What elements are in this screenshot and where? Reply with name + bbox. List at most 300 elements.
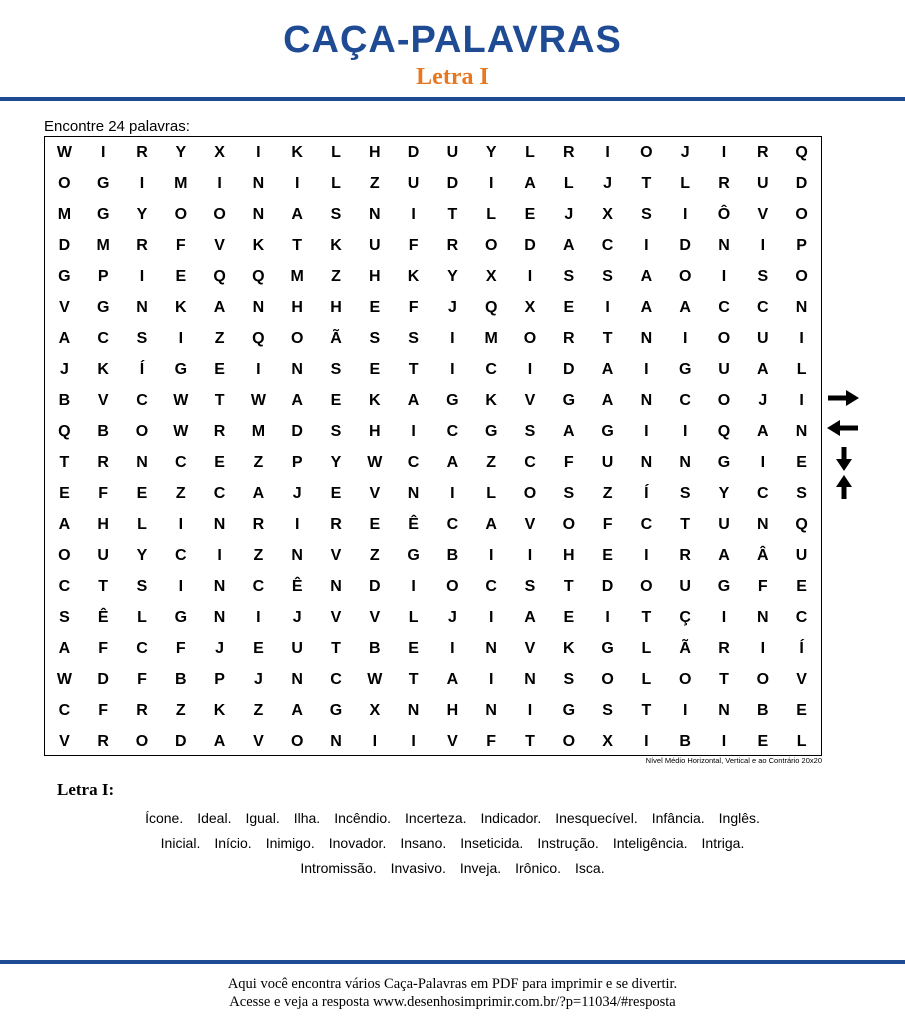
grid-cell: J — [292, 609, 302, 626]
grid-cell: G — [562, 392, 576, 409]
grid-cell: I — [178, 330, 184, 347]
grid-cell: V — [369, 609, 381, 626]
grid-cell: C — [175, 547, 187, 564]
grid-cell: V — [214, 237, 225, 254]
grid-cell: S — [59, 609, 70, 626]
grid-cell: O — [640, 144, 653, 161]
grid-cell: Z — [253, 547, 264, 564]
grid-cell: N — [291, 671, 303, 688]
grid-cell: T — [525, 733, 535, 750]
grid-cell: A — [446, 671, 459, 688]
grid-cell: G — [678, 361, 692, 378]
grid-cell: J — [253, 671, 263, 688]
grid-cell: C — [136, 640, 148, 657]
grid-cell: N — [213, 516, 226, 533]
grid-cell: E — [175, 268, 187, 285]
grid-cell: T — [447, 206, 458, 223]
grid-cell: N — [757, 609, 769, 626]
grid-cell: N — [640, 330, 653, 347]
grid-cell: Q — [795, 144, 808, 161]
footer-line-2: Acesse e veja a resposta www.desenhosimprimir.com.br/?p=11034/#resposta — [229, 994, 676, 1010]
word-list-item: Ilha. — [293, 810, 321, 826]
grid-cell: K — [97, 361, 109, 378]
grid-cell: K — [213, 702, 226, 719]
grid-cell: H — [369, 144, 381, 161]
grid-cell: O — [795, 206, 808, 223]
grid-cell: O — [601, 671, 614, 688]
grid-cell: E — [408, 640, 419, 657]
grid-cell: N — [407, 485, 420, 502]
grid-cell: Z — [486, 454, 497, 471]
grid-cell: I — [644, 547, 649, 564]
grid-cell: E — [253, 640, 264, 657]
grid-cell: C — [330, 671, 342, 688]
grid-cell: R — [136, 237, 148, 254]
grid-cell: A — [213, 733, 226, 750]
grid-cell: I — [527, 361, 533, 378]
grid-cell: I — [682, 330, 688, 347]
word-list-line — [40, 831, 865, 856]
grid-cell: P — [796, 237, 807, 254]
arrow-down-icon — [834, 446, 854, 472]
grid-cell: M — [57, 206, 72, 223]
grid-cell: M — [290, 268, 304, 285]
grid-cell: J — [603, 175, 613, 192]
word-list-item: Ideal. — [197, 810, 232, 826]
grid-cell: I — [372, 733, 378, 750]
grid-cell: Â — [757, 547, 769, 564]
grid-cell: U — [679, 578, 691, 595]
grid-cell: A — [718, 547, 730, 564]
grid-cell: E — [796, 578, 807, 595]
grid-cell: B — [97, 423, 109, 440]
grid-cell: B — [369, 640, 381, 657]
grid-cell: T — [641, 175, 652, 192]
grid-cell: I — [605, 609, 610, 626]
word-list-item: Igual. — [245, 810, 280, 826]
grid-cell: V — [524, 516, 536, 533]
grid-cell: U — [369, 237, 381, 254]
word-list-item: Inglês. — [718, 810, 760, 826]
grid-cell: I — [139, 268, 145, 285]
grid-cell: U — [718, 361, 730, 378]
grid-cell: D — [679, 237, 691, 254]
word-list — [40, 806, 865, 881]
grid-cell: D — [524, 237, 536, 254]
grid-cell: C — [524, 454, 536, 471]
grid-cell: R — [757, 144, 769, 161]
grid-cell: F — [98, 485, 109, 502]
grid-cell: C — [757, 485, 769, 502]
grid-cell: Y — [485, 144, 497, 161]
grid-cell: I — [527, 702, 533, 719]
grid-cell: Q — [717, 423, 731, 440]
grid-cell: E — [214, 361, 225, 378]
grid-cell: L — [641, 640, 652, 657]
word-list-item: Indicador. — [480, 810, 542, 826]
grid-cell: A — [407, 392, 420, 409]
grid-cell: I — [721, 733, 727, 750]
grid-cell: W — [56, 144, 72, 161]
grid-cell: N — [136, 299, 148, 316]
grid-cell: G — [96, 299, 110, 316]
grid-cell: O — [562, 516, 576, 533]
grid-cell: N — [369, 206, 381, 223]
grid-cell: S — [136, 330, 148, 347]
grid-cell: G — [96, 206, 110, 223]
level-note: Nível Médio Horizontal, Vertical e ao Contrário 20x20 — [645, 756, 822, 765]
grid-cell: R — [136, 702, 148, 719]
grid-cell: Z — [253, 454, 264, 471]
grid-cell: J — [215, 640, 225, 657]
grid-cell: V — [524, 640, 536, 657]
grid-cell: Ô — [717, 206, 731, 223]
grid-cell: C — [718, 299, 730, 316]
grid-cell: S — [524, 578, 536, 595]
grid-cell: I — [178, 516, 184, 533]
word-list-line — [40, 806, 865, 831]
word-list-item: Instrução. — [537, 835, 599, 851]
grid-cell: U — [407, 175, 420, 192]
grid-cell: A — [757, 361, 769, 378]
grid-cell: F — [98, 640, 109, 657]
grid-cell: A — [291, 392, 303, 409]
grid-cell: I — [450, 361, 455, 378]
grid-cell: N — [252, 206, 265, 223]
footer — [0, 975, 905, 1011]
grid-cell: A — [291, 206, 303, 223]
grid-cell: G — [717, 454, 731, 471]
grid-cell: I — [217, 547, 222, 564]
grid-cell: C — [795, 609, 808, 626]
grid-cell: F — [408, 237, 419, 254]
grid-cell: I — [527, 547, 533, 564]
grid-cell: O — [717, 392, 731, 409]
grid-cell: B — [446, 547, 459, 564]
grid-cell: X — [602, 733, 613, 750]
grid-cell: Y — [136, 206, 148, 223]
grid-cell: R — [718, 175, 730, 192]
grid-cell: V — [757, 206, 769, 223]
grid-cell: I — [488, 609, 494, 626]
grid-cell: C — [58, 702, 71, 719]
grid-cell: A — [446, 454, 459, 471]
word-list-item: Inovador. — [328, 835, 387, 851]
grid-cell: Z — [369, 175, 380, 192]
grid-cell: D — [601, 578, 614, 595]
footer-line-1: Aqui você encontra vários Caça-Palavras em PDF para imprimir e se divertir. — [227, 976, 678, 992]
grid-cell: Ê — [408, 516, 419, 533]
grid-cell: Z — [331, 268, 341, 285]
grid-cell: R — [718, 640, 730, 657]
grid-cell: P — [214, 671, 225, 688]
grid-cell: G — [484, 423, 498, 440]
grid-cell: E — [602, 547, 613, 564]
grid-cell: L — [137, 516, 147, 533]
grid-cell: C — [136, 392, 148, 409]
grid-cell: Y — [136, 547, 148, 564]
grid-cell: N — [136, 454, 148, 471]
word-list-line — [40, 856, 865, 881]
grid-cell: I — [760, 640, 766, 657]
grid-cell: Y — [718, 485, 730, 502]
grid-cell: C — [446, 423, 459, 440]
grid-cell: N — [252, 299, 265, 316]
grid-cell: Ã — [679, 640, 691, 657]
grid-cell: Z — [253, 702, 264, 719]
grid-cell: G — [174, 361, 188, 378]
grid-cell: V — [796, 671, 807, 688]
grid-cell: G — [562, 702, 576, 719]
grid-cell: S — [563, 485, 575, 502]
grid-cell: W — [367, 671, 383, 688]
grid-cell: D — [446, 175, 459, 192]
grid-cell: O — [446, 578, 459, 595]
header-divider — [0, 97, 905, 101]
grid-cell: A — [485, 516, 497, 533]
grid-cell: L — [331, 144, 341, 161]
word-list-item: Irônico. — [515, 860, 562, 876]
grid-cell: S — [563, 268, 575, 285]
grid-cell: Q — [484, 299, 498, 316]
grid-cell: S — [408, 330, 419, 347]
grid-cell: M — [251, 423, 266, 440]
word-list-item: Inesquecível. — [555, 810, 638, 826]
grid-cell: W — [250, 392, 266, 409]
grid-cell: D — [291, 423, 303, 440]
page-subtitle: Letra I — [416, 64, 489, 90]
grid-cell: E — [330, 485, 342, 502]
grid-cell: X — [524, 299, 536, 316]
grid-cell: H — [97, 516, 109, 533]
grid-cell: O — [640, 578, 653, 595]
grid-cell: U — [601, 454, 614, 471]
grid-cell: S — [524, 423, 536, 440]
grid-cell: F — [175, 640, 186, 657]
grid-cell: Í — [139, 361, 145, 378]
grid-cell: S — [330, 423, 342, 440]
grid-cell: I — [488, 175, 494, 192]
grid-cell: G — [446, 392, 459, 409]
grid-cell: I — [411, 423, 416, 440]
grid-cell: N — [330, 733, 342, 750]
grid-cell: O — [678, 268, 692, 285]
grid-cell: S — [602, 702, 613, 719]
grid-cell: J — [447, 609, 457, 626]
grid-cell: I — [644, 237, 649, 254]
grid-cell: Z — [602, 485, 613, 502]
grid-cell: O — [795, 268, 808, 285]
grid-cell: T — [719, 671, 729, 688]
grid-cell: U — [446, 144, 459, 161]
grid-cell: I — [488, 547, 494, 564]
grid-cell: F — [408, 299, 419, 316]
grid-cell: Ê — [291, 578, 303, 595]
grid-cell: I — [721, 268, 727, 285]
grid-cell: W — [56, 671, 72, 688]
word-list-item: Incerteza. — [405, 810, 467, 826]
grid-cell: I — [682, 423, 688, 440]
grid-cell: O — [562, 733, 576, 750]
word-list-item: Invasivo. — [390, 860, 446, 876]
grid-cell: A — [679, 299, 691, 316]
grid-cell: N — [524, 671, 536, 688]
grid-cell: T — [292, 237, 303, 254]
grid-cell: F — [175, 237, 186, 254]
grid-cell: I — [644, 733, 649, 750]
grid-cell: S — [330, 361, 342, 378]
grid-cell: L — [563, 175, 574, 192]
grid-cell: O — [135, 423, 149, 440]
grid-cell: E — [563, 299, 575, 316]
grid-cell: A — [563, 237, 575, 254]
grid-cell: I — [217, 175, 222, 192]
grid-cell: E — [369, 516, 381, 533]
grid-cell: L — [137, 609, 147, 626]
grid-cell: O — [213, 206, 226, 223]
grid-cell: N — [330, 578, 342, 595]
grid-cell: Q — [252, 268, 265, 285]
grid-cell: C — [446, 516, 459, 533]
grid-cell: G — [407, 547, 420, 564]
word-list-item: Inseticida. — [460, 835, 524, 851]
grid-cell: R — [252, 516, 265, 533]
grid-cell: T — [408, 361, 419, 378]
grid-cell: N — [795, 423, 808, 440]
grid-cell: Ç — [679, 609, 691, 626]
grid-cell: V — [253, 733, 264, 750]
grid-cell: I — [682, 702, 688, 719]
grid-cell: E — [369, 299, 381, 316]
grid-cell: V — [97, 392, 109, 409]
grid-cell: P — [97, 268, 109, 285]
grid-cell: L — [641, 671, 652, 688]
grid-cell: I — [760, 454, 766, 471]
grid-cell: E — [369, 361, 381, 378]
grid-cell: F — [757, 578, 768, 595]
grid-cell: K — [330, 237, 342, 254]
grid-cell: O — [135, 733, 149, 750]
word-list-item: Insano. — [400, 835, 447, 851]
grid-cell: K — [369, 392, 381, 409]
grid-cell: M — [484, 330, 498, 347]
grid-cell: N — [757, 516, 769, 533]
word-list-item: Incêndio. — [334, 810, 392, 826]
grid-cell: T — [641, 702, 652, 719]
grid-cell: I — [450, 485, 455, 502]
grid-cell: T — [563, 578, 574, 595]
grid-cell: N — [640, 454, 653, 471]
grid-cell: I — [760, 237, 766, 254]
grid-cell: A — [640, 299, 653, 316]
word-list-item: Inimigo. — [265, 835, 315, 851]
grid-cell: P — [291, 454, 303, 471]
grid-cell: K — [175, 299, 187, 316]
grid-cell: C — [58, 578, 71, 595]
grid-cell: D — [407, 144, 420, 161]
grid-cell: N — [407, 702, 420, 719]
grid-cell: S — [563, 671, 575, 688]
grid-cell: O — [290, 330, 304, 347]
grid-cell: C — [640, 516, 653, 533]
grid-cell: J — [292, 485, 302, 502]
grid-cell: C — [679, 392, 691, 409]
grid-cell: Z — [175, 702, 186, 719]
grid-cell: J — [447, 299, 457, 316]
grid-cell: Ê — [97, 609, 109, 626]
grid-cell: O — [756, 671, 770, 688]
grid-cell: N — [252, 175, 265, 192]
grid-cell: C — [601, 237, 614, 254]
grid-cell: R — [136, 144, 148, 161]
word-list-item: Ícone. — [145, 810, 184, 826]
grid-cell: C — [407, 454, 420, 471]
grid-cell: H — [330, 299, 342, 316]
grid-cell: A — [757, 423, 769, 440]
grid-cell: O — [58, 175, 71, 192]
grid-cell: O — [290, 733, 304, 750]
grid-cell: H — [369, 268, 381, 285]
grid-cell: S — [369, 330, 381, 347]
grid-cell: E — [136, 485, 148, 502]
word-list-item: Início. — [214, 835, 252, 851]
grid-cell: I — [527, 268, 533, 285]
grid-cell: B — [58, 392, 71, 409]
grid-cell: I — [294, 175, 300, 192]
grid-cell: A — [58, 640, 71, 657]
grid-cell: B — [175, 671, 187, 688]
grid-cell: S — [796, 485, 807, 502]
grid-cell: T — [408, 671, 419, 688]
word-list-item: Isca. — [575, 860, 605, 876]
grid-cell: G — [174, 609, 188, 626]
grid-cell: K — [291, 144, 303, 161]
word-list-item: Intriga. — [701, 835, 745, 851]
grid-cell: E — [796, 454, 807, 471]
grid-cell: J — [758, 392, 768, 409]
grid-cell: N — [291, 547, 303, 564]
word-list-item: Infância. — [651, 810, 705, 826]
grid-cell: T — [98, 578, 109, 595]
grid-cell: I — [605, 144, 610, 161]
arrow-right-icon — [826, 388, 860, 408]
grid-cell: R — [563, 330, 575, 347]
grid-cell: V — [330, 609, 342, 626]
grid-cell: L — [331, 175, 341, 192]
word-list-item: Inicial. — [160, 835, 201, 851]
grid-cell: L — [680, 175, 691, 192]
grid-cell: V — [447, 733, 458, 750]
grid-cell: I — [450, 330, 455, 347]
grid-cell: V — [369, 485, 381, 502]
grid-cell: A — [213, 299, 226, 316]
grid-cell: E — [59, 485, 70, 502]
grid-cell: A — [252, 485, 265, 502]
grid-cell: N — [718, 237, 730, 254]
grid-cell: A — [58, 516, 71, 533]
grid-cell: E — [757, 733, 769, 750]
grid-cell: Ã — [330, 330, 342, 347]
grid-cell: G — [58, 268, 71, 285]
page-title: CAÇA-PALAVRAS — [283, 19, 622, 61]
grid-cell: T — [641, 609, 652, 626]
grid-cell: Q — [58, 423, 71, 440]
grid-cell: H — [446, 702, 459, 719]
grid-cell: N — [213, 609, 226, 626]
grid-cell: D — [97, 671, 109, 688]
grid-cell: B — [679, 733, 691, 750]
word-search-grid — [44, 136, 822, 756]
